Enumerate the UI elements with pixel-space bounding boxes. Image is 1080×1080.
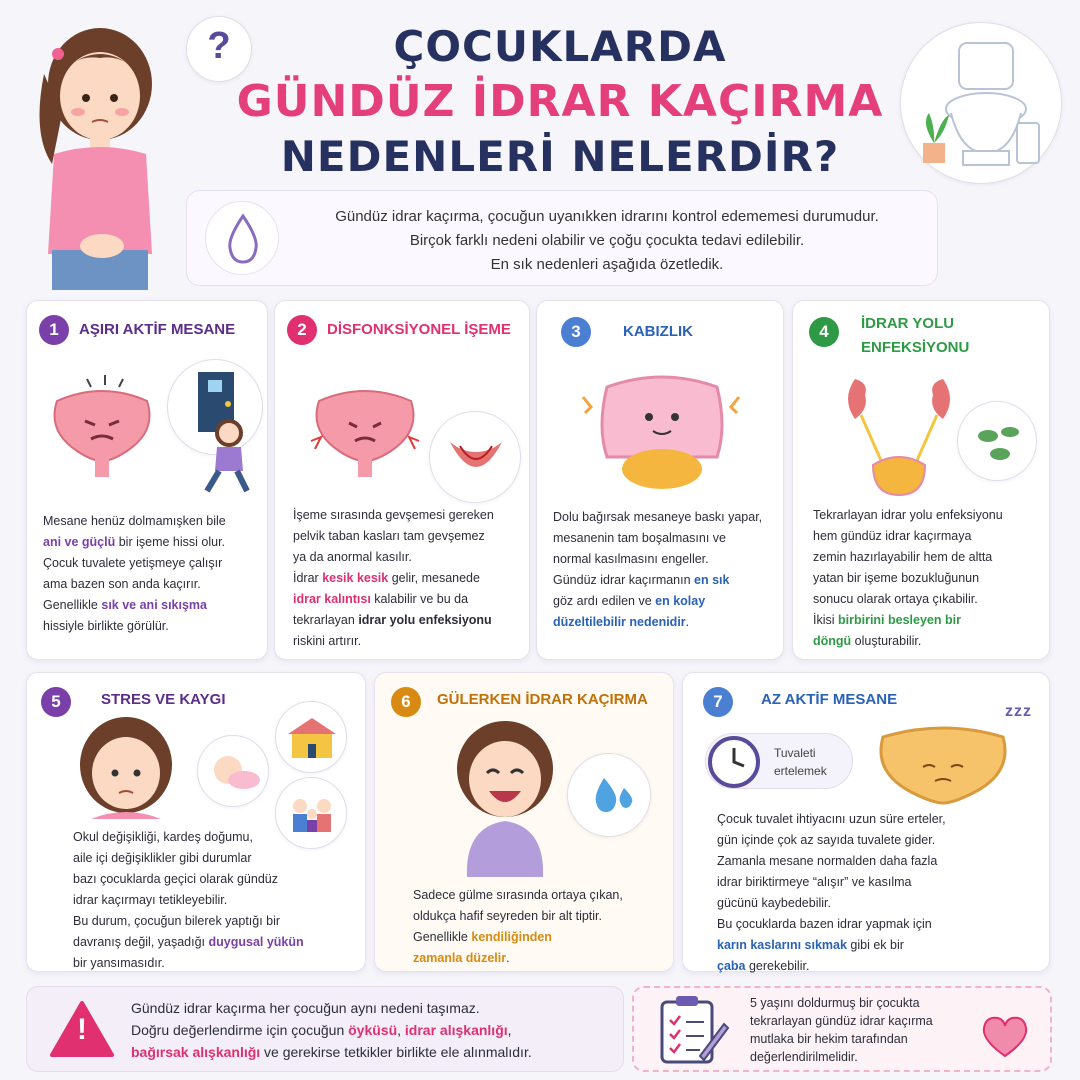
card-urinary-infection	[792, 300, 1050, 660]
card-constipation	[536, 300, 784, 660]
clock-pill	[705, 733, 853, 789]
card-title: STRES VE KAYGI	[101, 691, 226, 708]
c3-line: .	[685, 615, 690, 629]
card-title: KABIZLIK	[623, 323, 693, 340]
intro-box	[186, 190, 938, 286]
running-child-icon	[197, 419, 257, 497]
heart-icon	[980, 1014, 1030, 1058]
card-title-1: İDRAR YOLU	[861, 315, 955, 332]
card-number: 2	[287, 315, 317, 345]
urinary-tract-icon	[839, 369, 959, 499]
card-number: 4	[809, 317, 839, 347]
c6-highlight: zamanla düzelir	[413, 951, 507, 965]
c6-line: .	[506, 951, 510, 965]
c2-line: tekrarlayan	[293, 613, 359, 627]
c2-line: riskini artırır.	[293, 634, 362, 648]
c4-highlight: döngü	[813, 634, 852, 648]
c1-highlight: ani ve güçlü	[43, 535, 116, 549]
c7-line: idrar biriktirmeye “alışır” ve kasılma	[717, 875, 912, 889]
note-line-2: tekrarlayan gündüz idrar kaçırma	[750, 1014, 933, 1028]
c2-line: kalabilir ve bu da	[370, 592, 469, 606]
c1-line: Genellikle	[43, 598, 102, 612]
card-dysfunctional-voiding	[274, 300, 530, 660]
doctor-note-box	[632, 986, 1052, 1072]
toilet-illustration	[900, 22, 1062, 184]
c2-line: İşeme sırasında gevşemesi gereken	[293, 508, 494, 522]
c1-highlight: sık ve ani sıkışma	[101, 598, 208, 612]
card-giggle-incontinence	[374, 672, 674, 972]
warning-sep: ,	[507, 1022, 512, 1038]
c5-line: idrar kaçırmayı tetikleyebilir.	[73, 893, 228, 907]
note-line-1: 5 yaşını doldurmuş bir çocukta	[750, 996, 920, 1010]
c5-line: davranış değil, yaşadığı	[73, 935, 209, 949]
c3-line: Gündüz idrar kaçırmanın	[553, 573, 695, 587]
warning-highlight: öyküsü	[348, 1022, 398, 1038]
title-line-1: ÇOCUKLARDA	[393, 22, 727, 71]
c1-line: ama bazen son anda kaçırır.	[43, 577, 201, 591]
girl-illustration	[22, 14, 172, 290]
baby-bubble	[197, 735, 269, 807]
title-line-2: GÜNDÜZ İDRAR KAÇIRMA	[236, 76, 884, 127]
c5-highlight: duygusal yükün	[208, 935, 304, 949]
c4-line: zemin hazırlayabilir hem de altta	[813, 550, 993, 564]
laughing-girl-icon	[445, 717, 565, 877]
worried-girl-icon	[71, 715, 181, 823]
bladder-icon	[305, 371, 425, 481]
card-number: 5	[41, 687, 71, 717]
school-bubble	[275, 701, 347, 773]
card-underactive-bladder	[682, 672, 1050, 972]
clock-label-2: ertelemek	[774, 764, 827, 778]
bacteria-bubble	[957, 401, 1037, 481]
c4-highlight: birbirini besleyen bir	[838, 613, 961, 627]
card-title: GÜLERKEN İDRAR KAÇIRMA	[437, 691, 648, 708]
warning-line-1: Gündüz idrar kaçırma her çocuğun aynı nedeni taşımaz.	[131, 1000, 480, 1016]
c1-line: Mesane henüz dolmamışken bile	[43, 514, 226, 528]
c7-line: Bu çocuklarda bazen idrar yapmak için	[717, 917, 932, 931]
c2-highlight: idrar kalıntısı	[293, 592, 371, 606]
full-bladder-icon	[873, 717, 1013, 813]
bladder-icon	[47, 371, 157, 481]
card-title-2: ENFEKSİYONU	[861, 339, 970, 356]
note-line-4: değerlendirilmelidir.	[750, 1050, 858, 1064]
water-drops-bubble	[567, 753, 651, 837]
intro-line-3: En sık nedenleri aşağıda özetledik.	[490, 256, 724, 273]
clock-icon	[706, 734, 762, 790]
c4-line: İkisi	[813, 613, 838, 627]
card-title: AŞIRI AKTİF MESANE	[79, 321, 236, 338]
c4-line: hem gündüz idrar kaçırmaya	[813, 529, 972, 543]
c4-line: sonucu olarak ortaya çıkabilir.	[813, 592, 978, 606]
clock-label-1: Tuvaleti	[774, 746, 816, 760]
card-title: DİSFONKSİYONEL İŞEME	[327, 321, 511, 338]
c7-line: gücünü kaybedebilir.	[717, 896, 831, 910]
question-mark-icon: ?	[207, 25, 231, 67]
c4-line: Tekrarlayan idrar yolu enfeksiyonu	[813, 508, 1003, 522]
drop-icon	[205, 201, 279, 275]
c7-highlight: çaba	[717, 959, 746, 973]
c3-line: mesanenin tam boşalmasını ve	[553, 531, 727, 545]
card-number: 6	[391, 687, 421, 717]
card-number: 3	[561, 317, 591, 347]
c4-line: oluşturabilir.	[851, 634, 922, 648]
c1-line: bir işeme hissi olur.	[115, 535, 226, 549]
c3-highlight: en sık	[694, 573, 730, 587]
zzz-icon: zzz	[1005, 703, 1032, 720]
c1-line: hissiyle birlikte görülür.	[43, 619, 169, 633]
c6-line: oldukça hafif seyreden bir alt tiptir.	[413, 909, 602, 923]
c3-line: Dolu bağırsak mesaneye baskı yapar,	[553, 510, 763, 524]
warning-highlight: idrar alışkanlığı	[404, 1022, 508, 1038]
c3-highlight: en kolay	[655, 594, 706, 608]
c6-line: Sadece gülme sırasında ortaya çıkan,	[413, 888, 623, 902]
card-overactive-bladder	[26, 300, 268, 660]
c7-line: gerekebilir.	[745, 959, 810, 973]
pelvic-muscle-bubble	[429, 411, 521, 503]
c4-line: yatan bir işeme bozukluğunun	[813, 571, 980, 585]
note-line-3: mutlaka bir hekim tarafından	[750, 1032, 908, 1046]
c5-line: bir yansımasıdır.	[73, 956, 165, 970]
title-line-3: NEDENLERİ NELERDİR?	[280, 132, 840, 181]
c2-highlight: kesik kesik	[322, 571, 389, 585]
warning-line-2: Doğru değerlendirme için çocuğun	[131, 1022, 349, 1038]
c2-line: ya da anormal kasılır.	[293, 550, 412, 564]
card-number: 7	[703, 687, 733, 717]
c7-line: Zamanla mesane normalden daha fazla	[717, 854, 938, 868]
c2-line: İdrar	[293, 571, 323, 585]
c5-line: aile içi değişiklikler gibi durumlar	[73, 851, 252, 865]
c5-line: bazı çocuklarda geçici olarak gündüz	[73, 872, 278, 886]
c5-line: Bu durum, çocuğun bilerek yaptığı bir	[73, 914, 281, 928]
c2-line: pelvik taban kasları tam gevşemez	[293, 529, 485, 543]
intro-line-1: Gündüz idrar kaçırma, çocuğun uyanıkken idrarını kontrol edememesi durumudur.	[335, 208, 879, 225]
c1-line: Çocuk tuvalete yetişmeye çalışır	[43, 556, 223, 570]
c2-highlight: idrar yolu enfeksiyonu	[358, 613, 492, 627]
c7-line: Çocuk tuvalet ihtiyacını uzun süre erteler,	[717, 812, 946, 826]
c3-highlight: düzeltilebilir nedenidir	[553, 615, 686, 629]
intestine-icon	[577, 357, 747, 497]
warning-sep: ,	[397, 1022, 405, 1038]
c7-line: gibi ek bir	[846, 938, 904, 952]
warning-exclamation: !	[77, 1013, 87, 1046]
c5-line: Okul değişikliği, kardeş doğumu,	[73, 830, 253, 844]
card-title: AZ AKTİF MESANE	[761, 691, 898, 708]
c6-line: Genellikle	[413, 930, 472, 944]
c7-highlight: karın kaslarını sıkmak	[717, 938, 847, 952]
intro-line-2: Birçok farklı nedeni olabilir ve çoğu çocukta tedavi edilebilir.	[409, 232, 805, 249]
c3-line: göz ardı edilen ve	[553, 594, 656, 608]
card-stress-anxiety	[26, 672, 366, 972]
clipboard-icon	[654, 994, 730, 1066]
warning-box	[26, 986, 624, 1072]
warning-highlight: bağırsak alışkanlığı	[131, 1044, 261, 1060]
card-number: 1	[39, 315, 69, 345]
c3-line: normal kasılmasını engeller.	[553, 552, 709, 566]
warning-line-3: ve gerekirse tetkikler birlikte ele alınmalıdır.	[260, 1044, 532, 1060]
c6-highlight: kendiliğinden	[471, 930, 552, 944]
c7-line: gün içinde çok az sayıda tuvalete gider.	[717, 833, 936, 847]
c2-line: gelir, mesanede	[388, 571, 480, 585]
